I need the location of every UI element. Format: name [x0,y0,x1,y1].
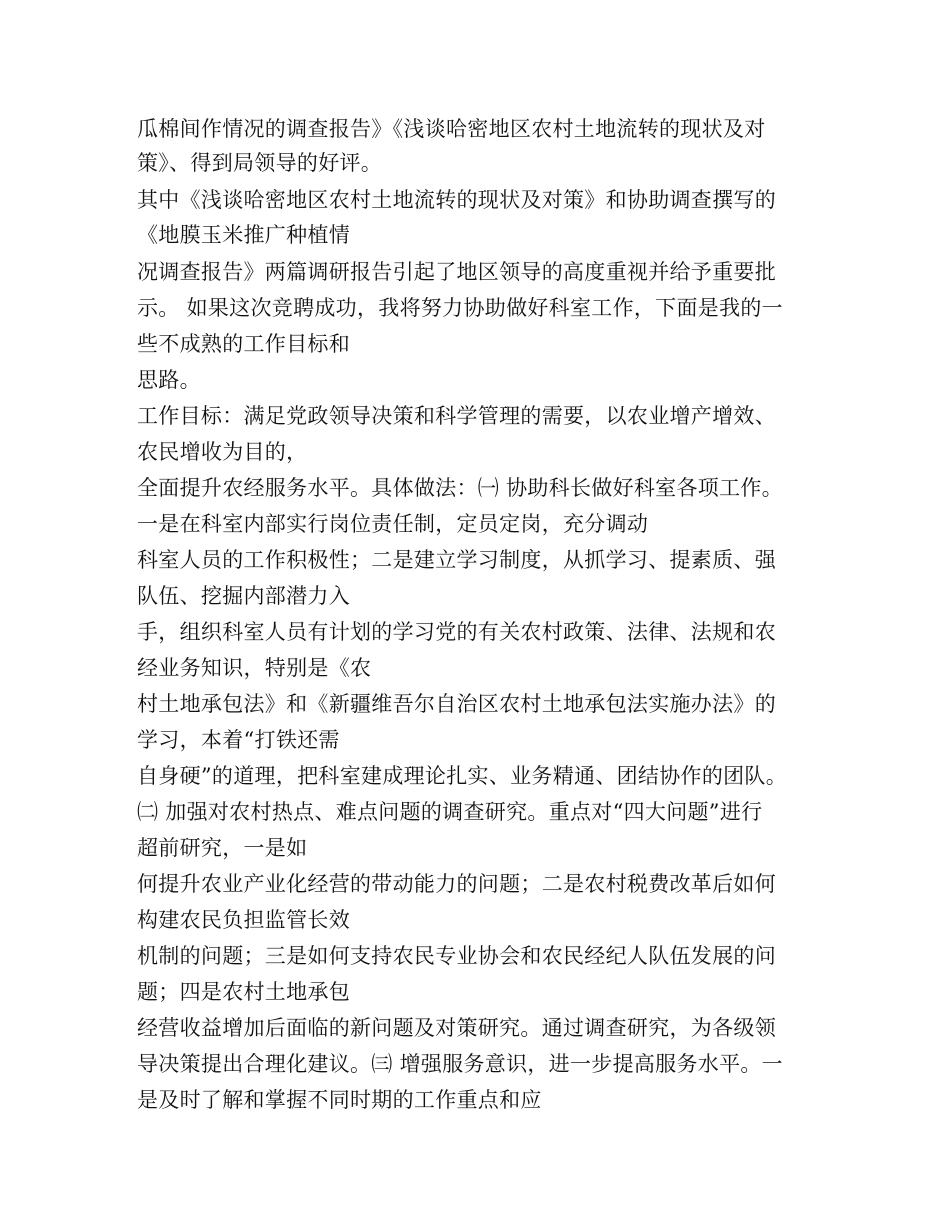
text-line: 学习，本着“打铁还需 [137,728,340,752]
text-line: 全面提升农经服务水平。具体做法：㈠ 协助科长做好科室各项工作。 [137,476,783,500]
text-line: 超前研究，一是如 [137,836,308,860]
text-line: 其中《浅谈哈密地区农村土地流转的现状及对策》和协助调查撰写的 [137,188,776,212]
text-line: 科室人员的工作积极性；二是建立学习制度，从抓学习、提素质、强 [137,548,776,572]
text-line: 况调查报告》两篇调研报告引起了地区领导的高度重视并给予重要批 [137,260,776,284]
text-line: 经业务知识，特别是《农 [137,656,372,680]
text-line: 手，组织科室人员有计划的学习党的有关农村政策、法律、法规和农 [137,620,776,644]
text-line: 村土地承包法》和《新疆维吾尔自治区农村土地承包法实施办法》的 [137,692,776,716]
text-line: 策》、得到局领导的好评。 [137,151,383,175]
text-line: ㈡ 加强对农村热点、难点问题的调查研究。重点对“四大问题”进行 [137,800,763,824]
text-line: 些不成熟的工作目标和 [137,332,350,356]
text-line: 工作目标：满足党政领导决策和科学管理的需要，以农业增产增效、 [137,404,776,428]
text-line: 农民增收为目的， [137,440,308,464]
text-line: 经营收益增加后面临的新问题及对策研究。通过调查研究，为各级领 [137,1016,776,1040]
text-line: 是及时了解和掌握不同时期的工作重点和应 [137,1088,542,1112]
text-line: 机制的问题；三是如何支持农民专业协会和农民经纪人队伍发展的问 [137,944,776,968]
text-line: 瓜棉间作情况的调查报告》《浅谈哈密地区农村土地流转的现状及对 [137,117,766,141]
text-line: 导决策提出合理化建议。㈢ 增强服务意识，进一步提高服务水平。一 [137,1052,783,1076]
text-line: 思路。 [137,368,201,392]
text-line: 队伍、挖掘内部潜力入 [137,584,350,608]
text-line: 何提升农业产业化经营的带动能力的问题；二是农村税费改革后如何 [137,872,776,896]
text-line: 题；四是农村土地承包 [137,980,350,1004]
text-line: 示。 如果这次竞聘成功，我将努力协助做好科室工作，下面是我的一 [137,296,783,320]
text-line: 一是在科室内部实行岗位责任制，定员定岗，充分调动 [137,512,649,536]
text-line: 《地膜玉米推广种植情 [137,223,350,247]
text-line: 自身硬”的道理，把科室建成理论扎实、业务精通、团结协作的团队。 [137,764,788,788]
text-line: 构建农民负担监管长效 [137,908,350,932]
